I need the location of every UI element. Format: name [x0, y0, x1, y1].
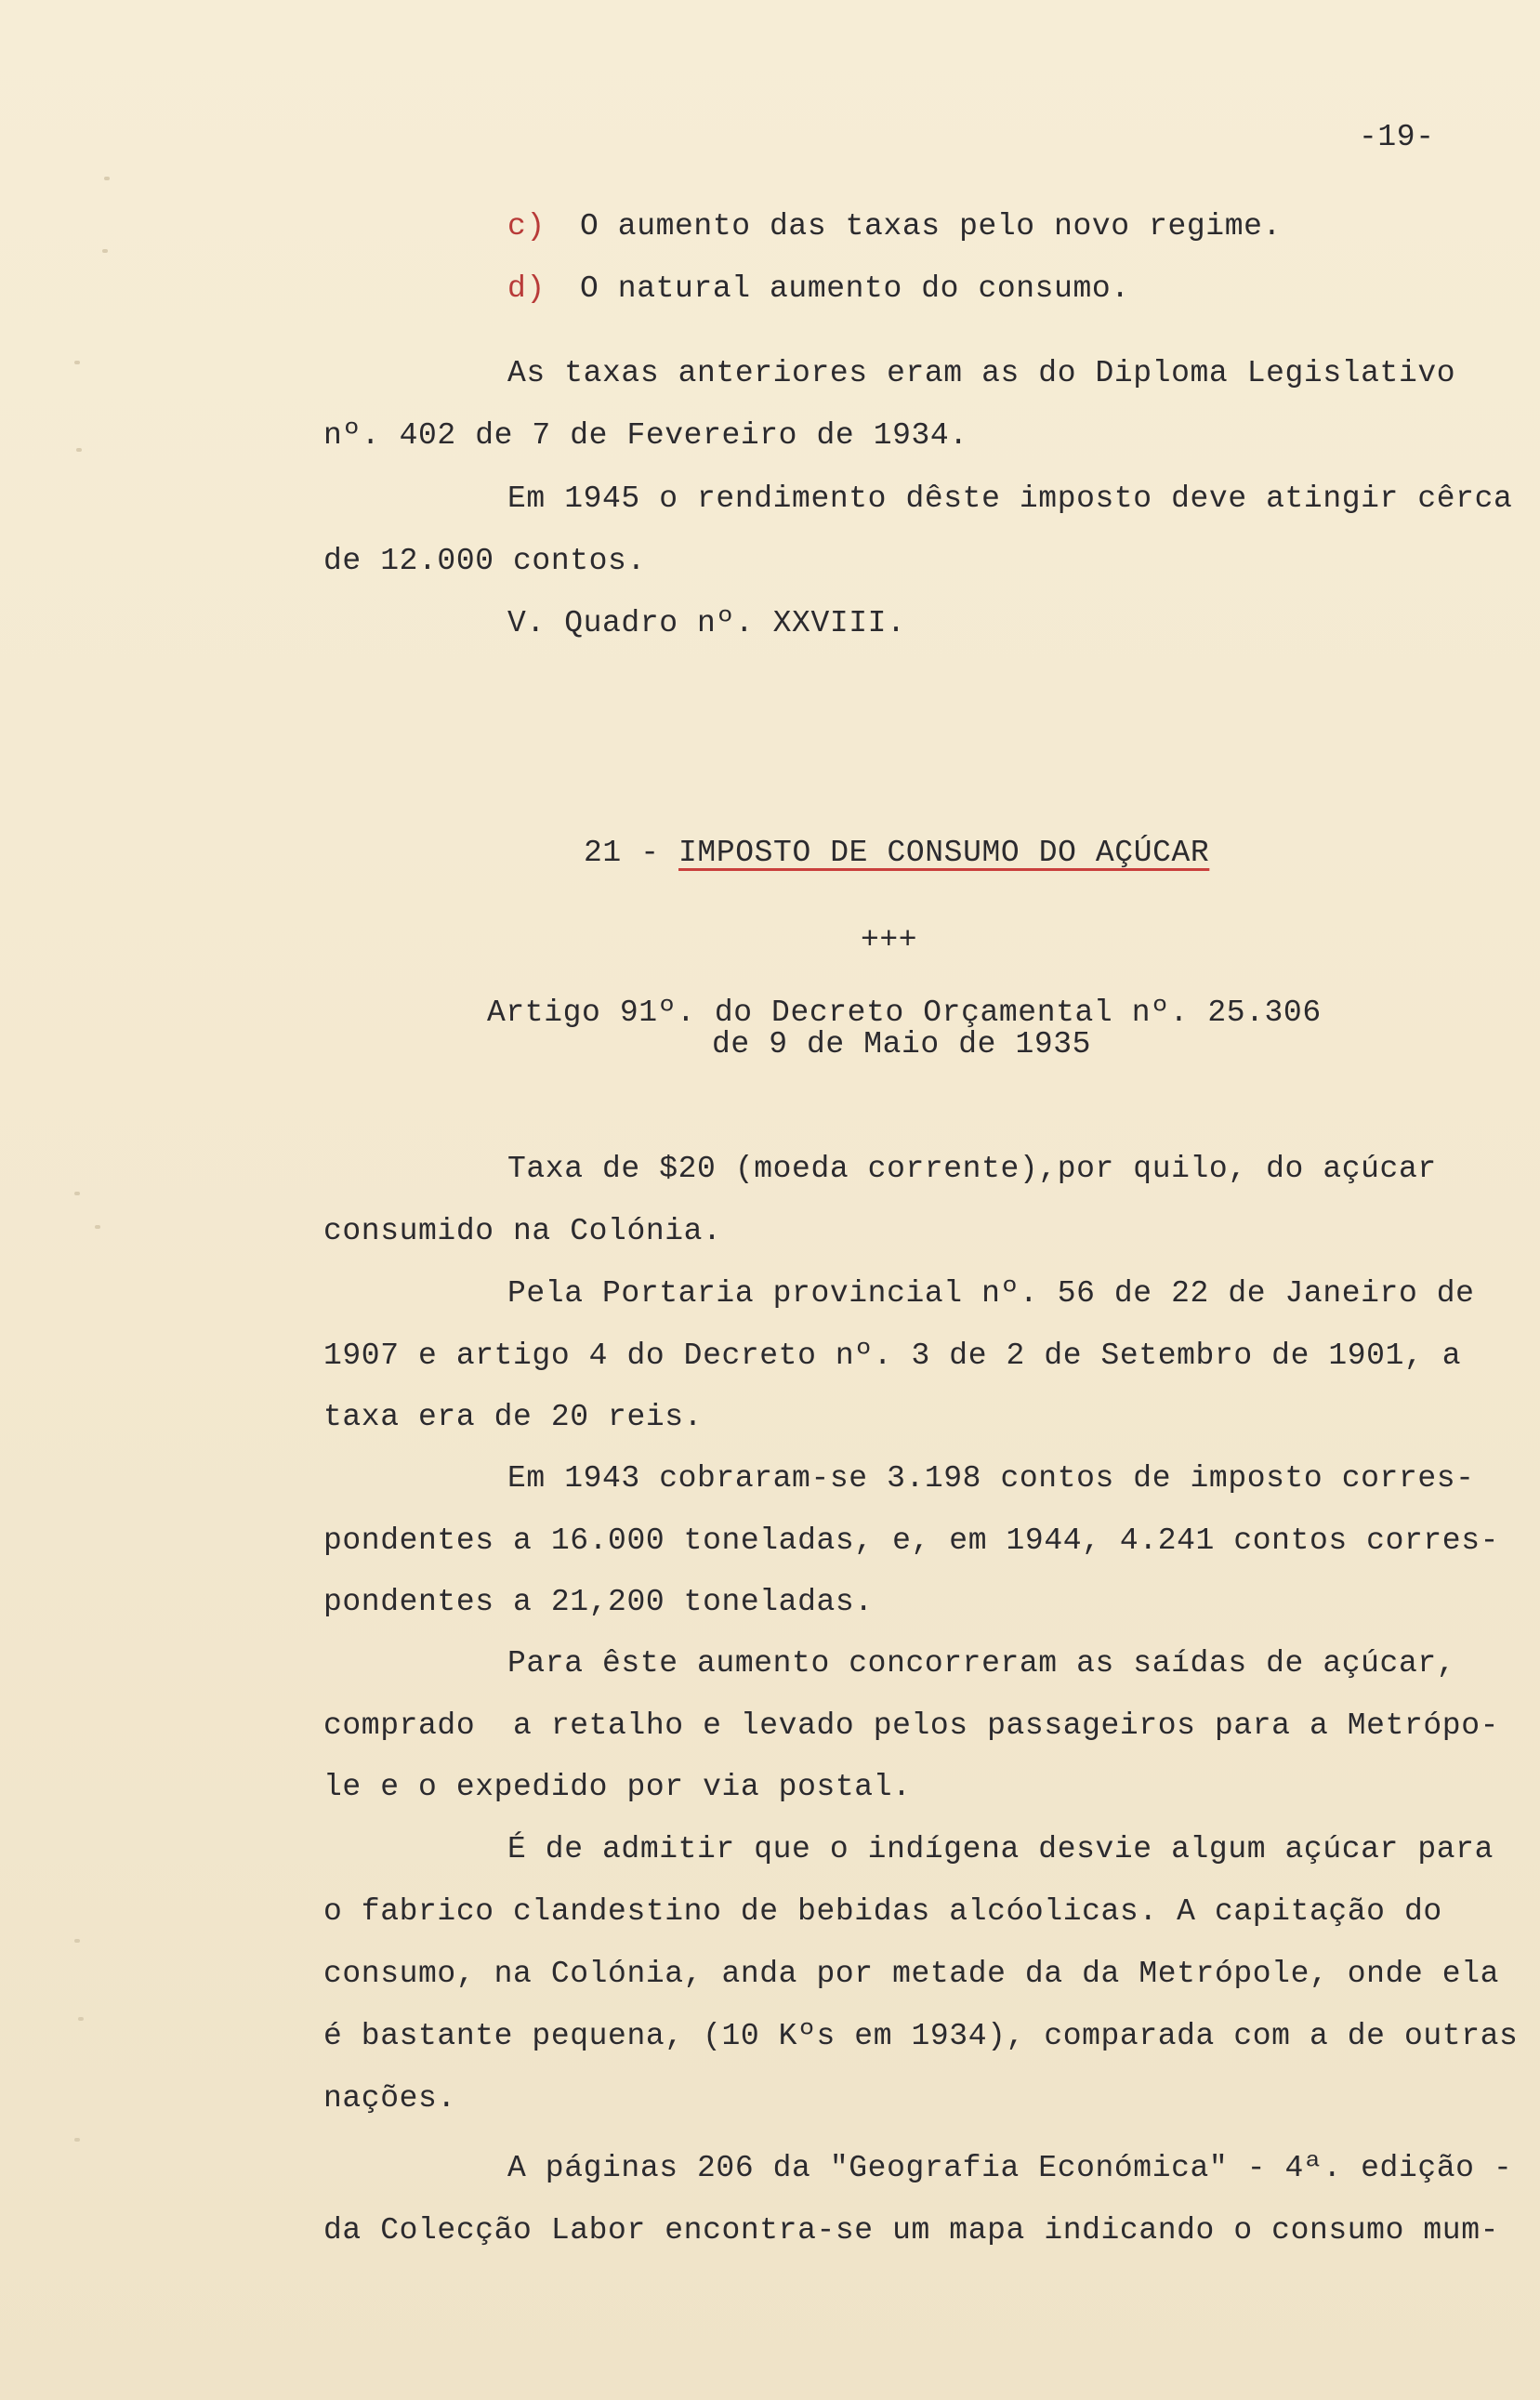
- paragraph-line: É de admitir que o indígena desvie algum açúcar para: [507, 1832, 1494, 1866]
- section-reference-line: Artigo 91º. do Decreto Orçamental nº. 25.306: [487, 996, 1322, 1030]
- paragraph-line: nº. 402 de 7 de Fevereiro de 1934.: [323, 418, 968, 453]
- paragraph-line: Pela Portaria provincial nº. 56 de 22 de Janeiro de: [507, 1276, 1475, 1311]
- paragraph-line: 1907 e artigo 4 do Decreto nº. 3 de 2 de Setembro de 1901, a: [323, 1338, 1462, 1373]
- paragraph-line: Taxa de $20 (moeda corrente),por quilo, do açúcar: [507, 1152, 1437, 1186]
- paragraph-line: taxa era de 20 reis.: [323, 1400, 704, 1434]
- paragraph-line: da Colecção Labor encontra-se um mapa indicando o consumo mum-: [323, 2213, 1499, 2248]
- paragraph-line: de 12.000 contos.: [323, 544, 646, 578]
- paragraph-line: le e o expedido por via postal.: [323, 1770, 912, 1804]
- paragraph-line: comprado a retalho e levado pelos passageiros para a Metrópo-: [323, 1708, 1499, 1743]
- paragraph-line: As taxas anteriores eram as do Diploma Legislativo: [507, 356, 1456, 390]
- list-item-d: O natural aumento do consumo.: [580, 271, 1130, 306]
- section-heading: [584, 835, 1209, 872]
- section-reference-line: de 9 de Maio de 1935: [712, 1027, 1092, 1062]
- list-item-c: O aumento das taxas pelo novo regime.: [580, 209, 1282, 244]
- paragraph-line: pondentes a 16.000 toneladas, e, em 1944, 4.241 contos corres-: [323, 1523, 1499, 1558]
- paragraph-line: nações.: [323, 2081, 456, 2116]
- paragraph-line: V. Quadro nº. XXVIII.: [507, 606, 906, 640]
- list-marker-c: c): [507, 209, 546, 244]
- paragraph-line: Para êste aumento concorreram as saídas de açúcar,: [507, 1646, 1456, 1681]
- paragraph-line: consumido na Colónia.: [323, 1214, 722, 1248]
- section-title: IMPOSTO DE CONSUMO DO AÇÚCAR: [678, 836, 1210, 870]
- section-number: 21 -: [584, 836, 660, 870]
- paragraph-line: Em 1945 o rendimento dêste imposto deve atingir cêrca: [507, 481, 1513, 516]
- paragraph-line: é bastante pequena, (10 Kºs em 1934), comparada com a de outras: [323, 2019, 1519, 2053]
- list-marker-d: d): [507, 271, 546, 306]
- page-number: -19-: [1359, 120, 1435, 154]
- paragraph-line: o fabrico clandestino de bebidas alcóolicas. A capitação do: [323, 1894, 1442, 1929]
- paragraph-line: pondentes a 21,200 toneladas.: [323, 1585, 874, 1619]
- paragraph-line: consumo, na Colónia, anda por metade da da Metrópole, onde ela: [323, 1957, 1499, 1991]
- section-separator: +++: [861, 923, 918, 957]
- paragraph-line: Em 1943 cobraram-se 3.198 contos de imposto corres-: [507, 1461, 1475, 1496]
- paragraph-line: A páginas 206 da "Geografia Económica" - 4ª. edição -: [507, 2151, 1513, 2185]
